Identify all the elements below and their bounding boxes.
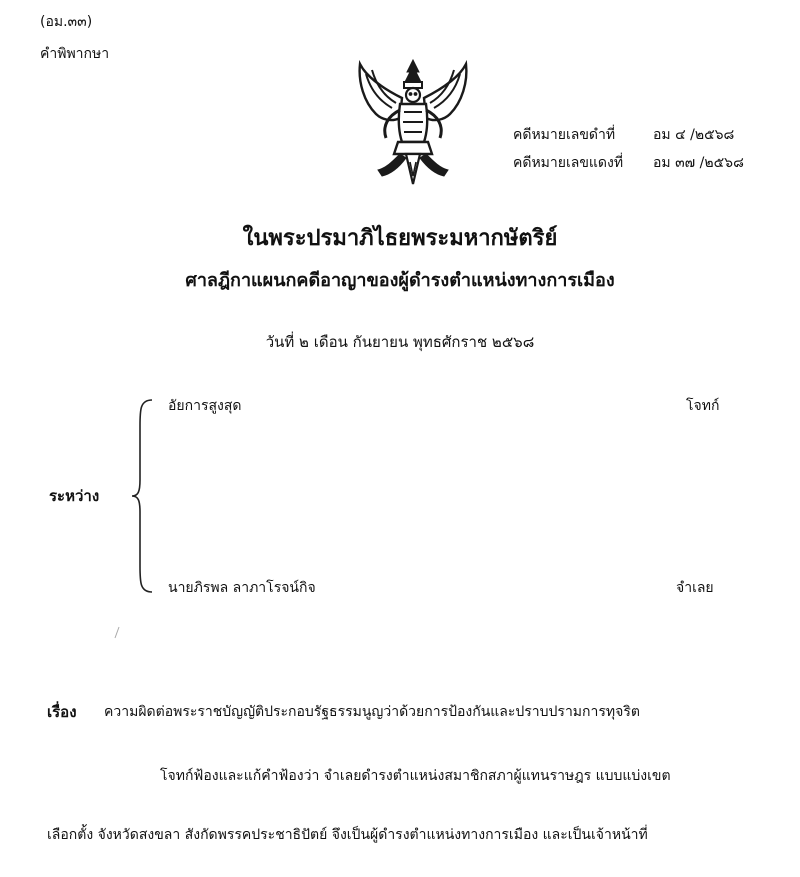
red-case-number — [513, 152, 744, 174]
defendant-name: นายภิรพล ลาภาโรจน์กิจ — [168, 580, 316, 596]
body-paragraph-line: โจทก์ฟ้องและแก้คำฟ้องว่า จำเลยดำรงตำแหน่งสมาชิกสภาผู้แทนราษฎร แบบแบ่งเขต — [160, 768, 671, 784]
royal-title: ในพระปรมาภิไธยพระมหากษัตริย์ — [242, 226, 558, 251]
black-case-value: อม ๔ /๒๕๖๘ — [653, 127, 735, 143]
black-case-label: คดีหมายเลขดำที่ — [513, 127, 616, 143]
plaintiff-name: อัยการสูงสุด — [168, 398, 242, 414]
between-label: ระหว่าง — [49, 487, 100, 505]
subject-text: ความผิดต่อพระราชบัญญัติประกอบรัฐธรรมนูญว่าด้วยการป้องกันและปราบปรามการทุจริต — [104, 704, 640, 720]
red-case-label: คดีหมายเลขแดงที่ — [513, 155, 624, 171]
curly-brace-icon — [128, 396, 158, 596]
garuda-emblem-icon — [352, 58, 474, 188]
scan-mark — [112, 626, 122, 640]
plaintiff-role: โจทก์ — [686, 398, 720, 414]
black-case-number — [513, 124, 734, 146]
court-title: ศาลฎีกาแผนกคดีอาญาของผู้ดำรงตำแหน่งทางการเมือง — [185, 270, 615, 291]
defendant-role: จำเลย — [676, 580, 714, 596]
body-paragraph-line: เลือกตั้ง จังหวัดสงขลา สังกัดพรรคประชาธิปัตย์ จึงเป็นผู้ดำรงตำแหน่งทางการเมือง และเป็นเจ้าหน้าที่ — [47, 827, 648, 843]
judgment-date: วันที่ ๒ เดือน กันยายน พุทธศักราช ๒๕๖๘ — [265, 333, 535, 351]
form-code: (อม.๓๓) — [40, 14, 93, 30]
document-type: คำพิพากษา — [40, 46, 110, 62]
subject-label: เรื่อง — [47, 703, 77, 721]
red-case-value: อม ๓๗ /๒๕๖๘ — [653, 155, 744, 171]
